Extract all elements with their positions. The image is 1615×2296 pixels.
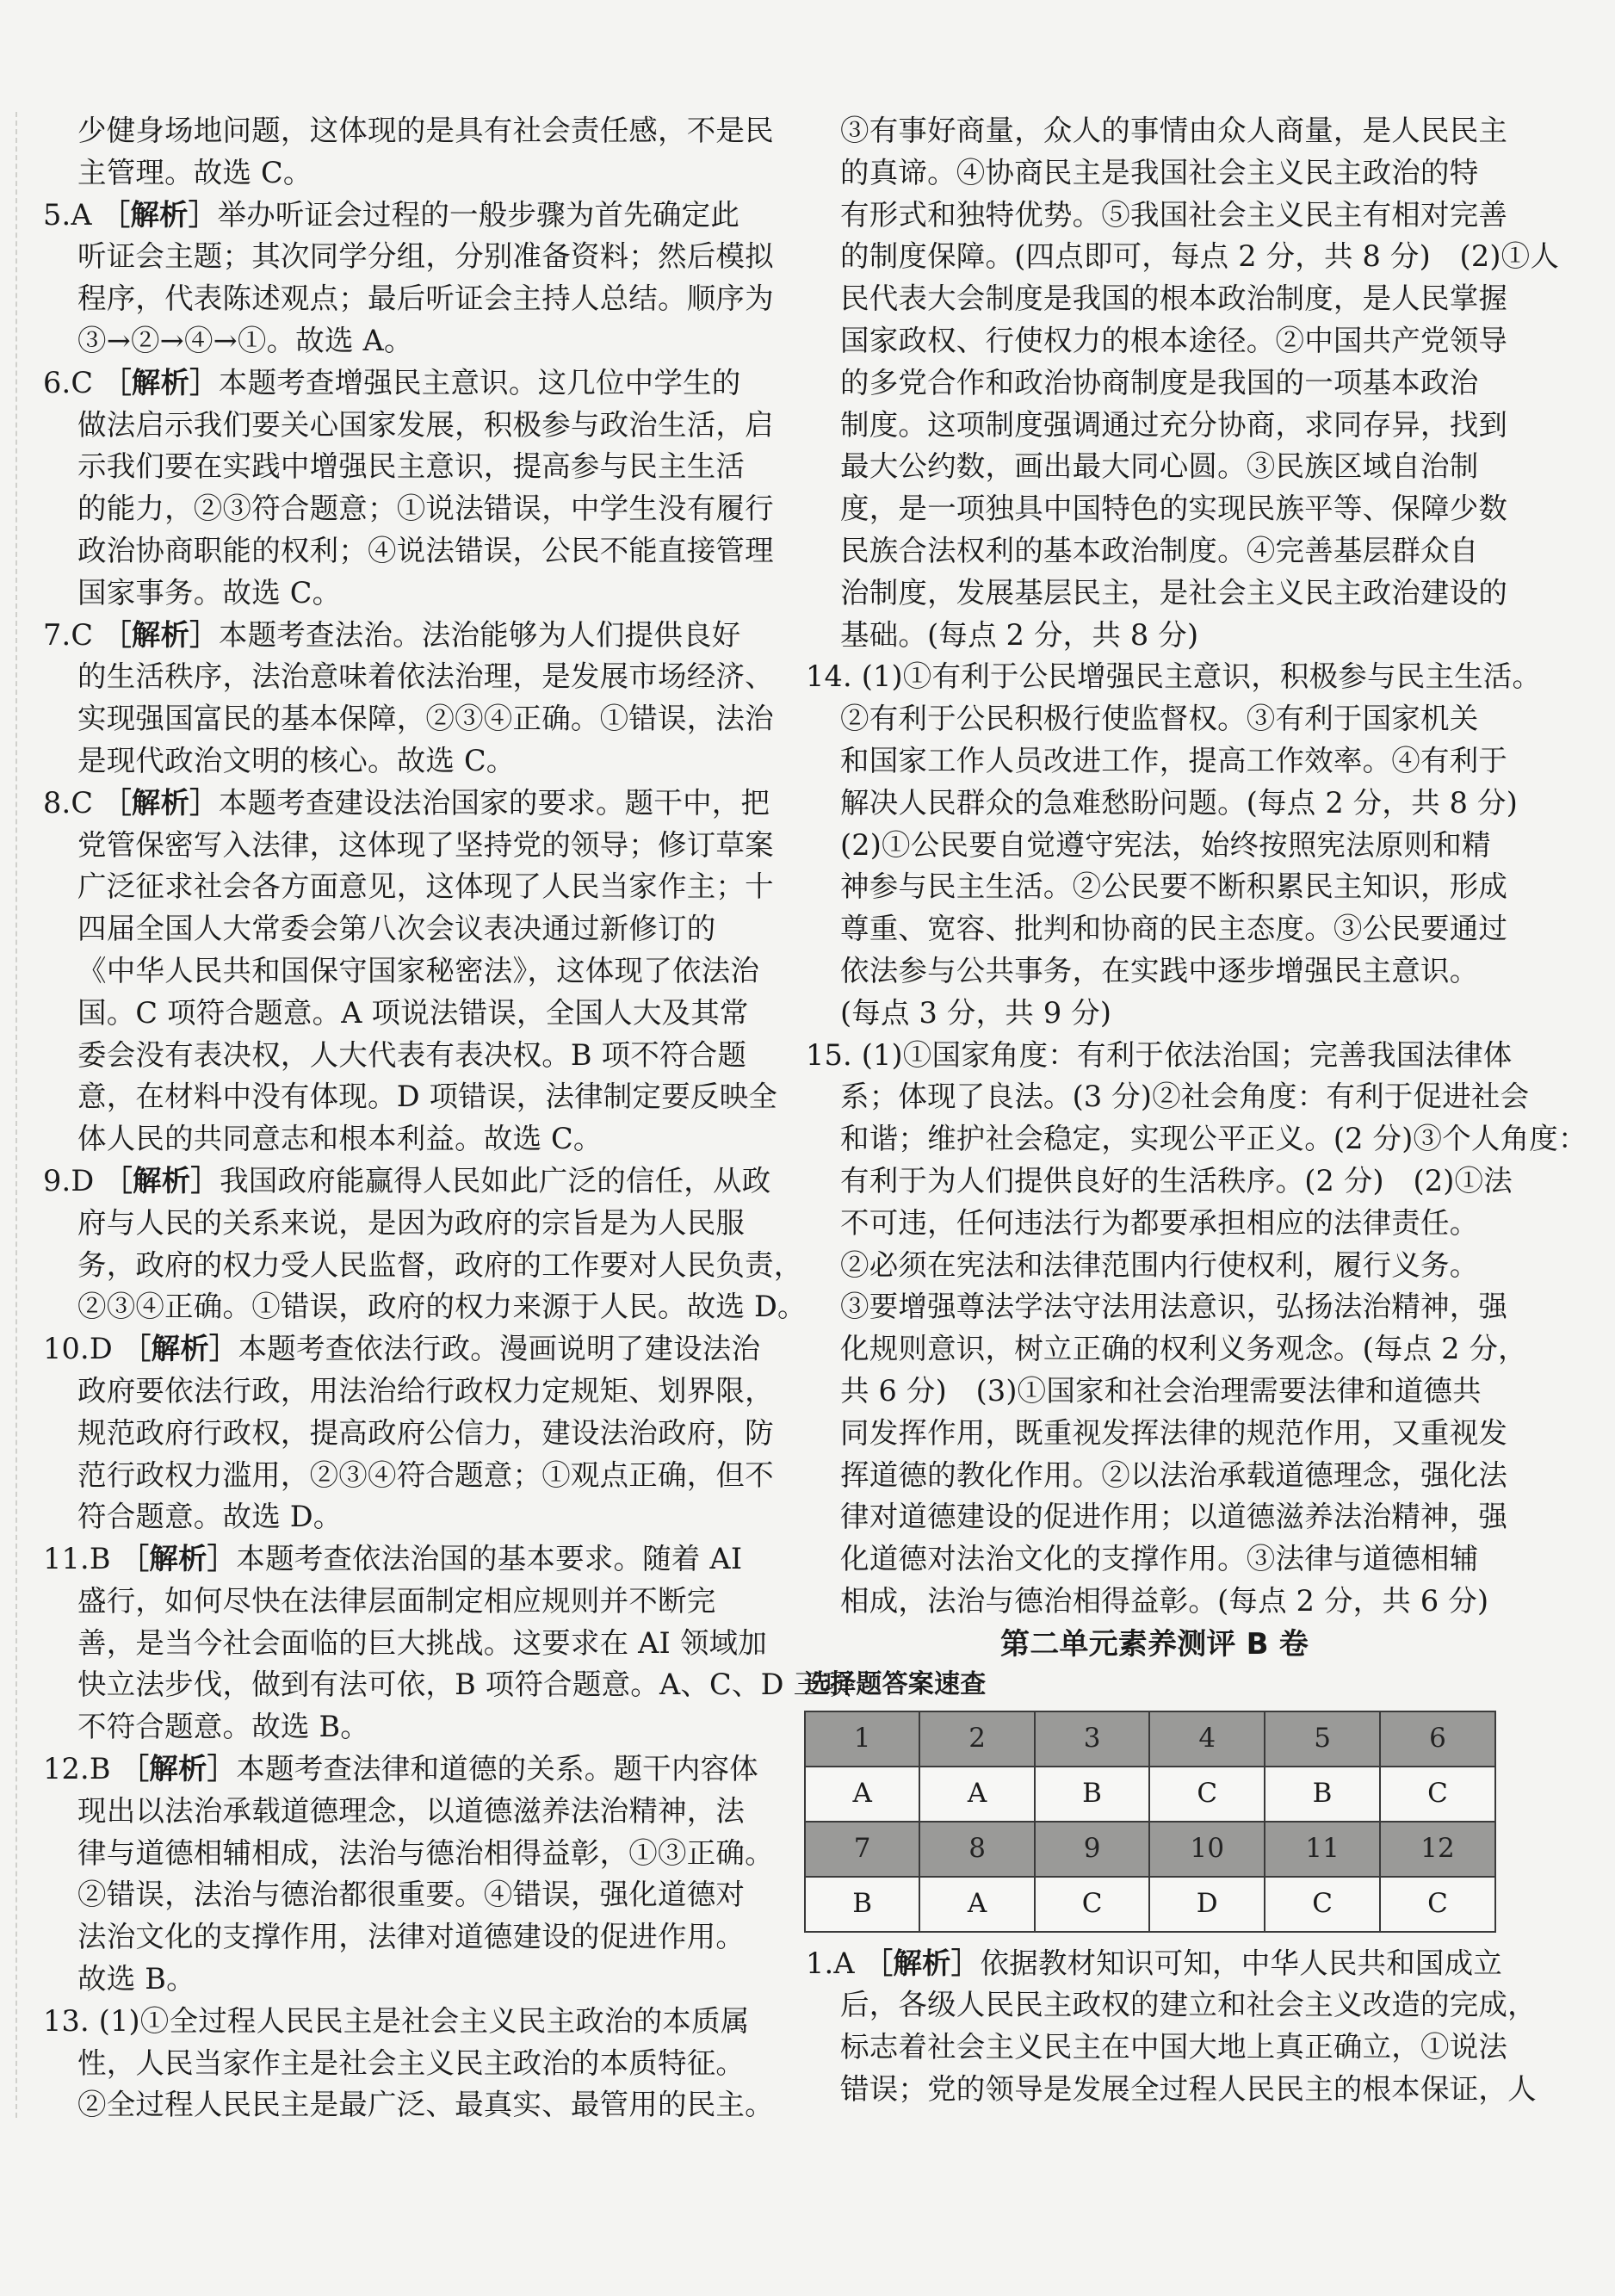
answer-text-line (43, 1874, 758, 1916)
line-text: 善，是当今社会面临的巨大挑战。这要求在 AI 领域加 (77, 1625, 767, 1660)
line-text: 和国家工作人员改进工作，提高工作效率。④有利于 (840, 743, 1508, 777)
line-text: 范行政权力滥用，②③④符合题意；①观点正确，但不 (77, 1457, 774, 1492)
line-text: 有形式和独特优势。⑤我国社会主义民主有相对完善 (840, 197, 1508, 232)
line-text: 同发挥作用，既重视发挥法律的规范作用，又重视发 (840, 1415, 1508, 1450)
answer-text-line (43, 152, 758, 195)
answer-text-line (806, 950, 1512, 993)
answer-cell: C (1380, 1767, 1495, 1822)
answer-item-start (43, 362, 758, 405)
line-text: ②错误，法治与德治都很重要。④错误，强化道德对 (77, 1878, 746, 1912)
answer-text-line (43, 1706, 758, 1748)
answer-text-line (806, 740, 1512, 783)
question-number-cell: 8 (919, 1822, 1034, 1877)
line-text: 是现代政治文明的核心。故选 C。 (77, 743, 516, 777)
answer-text-line (806, 488, 1512, 530)
answer-cell: A (919, 1767, 1034, 1822)
answer-item-start (43, 1160, 771, 1203)
line-text: 本题考查法治。法治能够为人们提供良好 (218, 617, 741, 652)
question-number: 9.D (43, 1163, 95, 1198)
answer-row (805, 1877, 1495, 1932)
line-text: 和谐；维护社会稳定，实现公平正义。(2 分)③个人角度： (840, 1122, 1587, 1156)
right-column-answers-bottom (806, 1943, 1537, 2111)
answer-text-line (43, 1118, 758, 1160)
answer-text-line (43, 1623, 767, 1665)
answer-item-start (43, 2001, 758, 2043)
line-text: (1)①国家角度：有利于依法治国；完善我国法律体 (861, 1037, 1513, 1072)
answer-item-start (43, 1538, 758, 1581)
answer-text-line (43, 572, 758, 615)
answer-text-line (806, 1538, 1512, 1581)
answer-item-start (806, 1035, 1512, 1077)
answer-text-line (806, 362, 1512, 405)
question-number: 13. (43, 2003, 90, 2038)
line-text: ②有利于公民积极行使监督权。③有利于国家机关 (840, 702, 1479, 736)
question-number-row (805, 1711, 1495, 1767)
answer-cell: C (1265, 1877, 1380, 1932)
line-text: ③有事好商量，众人的事情由众人商量，是人民民主 (840, 114, 1508, 147)
analysis-label: ［解析］ (101, 197, 218, 232)
answer-cell: C (1149, 1767, 1265, 1822)
line-text: 系；体现了良法。(3 分)②社会角度：有利于促进社会 (840, 1080, 1530, 1114)
line-text: 性，人民当家作主是社会主义民主政治的本质特征。 (77, 2045, 746, 2080)
line-text: ③要增强尊法学法守法用法意识，弘扬法治精神，强 (840, 1290, 1508, 1324)
answer-cell: C (1035, 1877, 1149, 1932)
line-text: 党管保密写入法律，这体现了坚持党的领导；修订草案 (77, 827, 774, 862)
answer-text-line (43, 1455, 774, 1497)
question-number-cell: 12 (1380, 1822, 1495, 1877)
answer-item-start (43, 615, 758, 657)
answer-text-line (806, 1371, 1512, 1413)
question-number: 10.D (43, 1332, 113, 1366)
line-text: 错误；党的领导是发展全过程人民民主的根本保证，人 (840, 2072, 1537, 2107)
line-text: (1)①有利于公民增强民主意识，积极参与民主生活。 (861, 659, 1542, 694)
line-text: 程序，代表陈述观点；最后听证会主持人总结。顺序为 (77, 282, 774, 316)
answer-text-line (43, 488, 774, 530)
question-number-cell: 5 (1265, 1711, 1380, 1767)
analysis-label: ［解析］ (863, 1946, 981, 1980)
answer-text-line (806, 152, 1512, 195)
answer-text-line (806, 908, 1512, 950)
line-text: 有利于为人们提供良好的生活秩序。(2 分) (2)①法 (840, 1163, 1513, 1198)
answer-item-start (43, 783, 770, 825)
line-text: 符合题意。故选 D。 (77, 1500, 343, 1534)
question-number: 7.C (43, 617, 94, 652)
answer-text-line (806, 783, 1518, 825)
answer-text-line (806, 1413, 1512, 1455)
line-text: 政府要依法行政，用法治给行政权力定规矩、划界限， (77, 1373, 774, 1408)
line-text: 少健身场地问题，这体现的是具有社会责任感，不是民 (77, 114, 774, 147)
line-text: 我国政府能赢得人民如此广泛的信任，从政 (220, 1163, 771, 1198)
line-text: 本题考查增强民主意识。这几位中学生的 (218, 365, 741, 399)
question-number-row (805, 1822, 1495, 1877)
answer-text-line (43, 908, 758, 950)
question-number-cell: 11 (1265, 1822, 1380, 1877)
question-number-cell: 3 (1035, 1711, 1149, 1767)
answer-text-line (806, 530, 1512, 572)
line-text: 挥道德的教化作用。②以法治承载道德理念，强化法 (840, 1457, 1508, 1492)
question-number: 1.A (806, 1946, 855, 1980)
line-text: 委会没有表决权，人大代表有表决权。B 项不符合题 (77, 1037, 747, 1072)
line-text: 本题考查建设法治国家的要求。题干中，把 (218, 785, 770, 820)
line-text: 解决人民群众的急难愁盼问题。(每点 2 分，共 8 分) (840, 785, 1518, 820)
line-text: 标志着社会主义民主在中国大地上真正确立，①说法 (840, 2030, 1508, 2064)
answer-text-line (43, 1035, 758, 1077)
answer-text-line (43, 1959, 758, 2001)
answer-text-line (806, 1076, 1530, 1118)
answer-text-line (43, 1916, 758, 1959)
answer-text-line (806, 615, 1512, 657)
line-text: 体人民的共同意志和根本利益。故选 C。 (77, 1122, 603, 1156)
line-text: 基础。(每点 2 分，共 8 分) (840, 617, 1199, 652)
line-text: 的真谛。④协商民主是我国社会主义民主政治的特 (840, 155, 1479, 189)
answer-text-line (43, 1791, 758, 1833)
line-text: 民代表大会制度是我国的根本政治制度，是人民掌握 (840, 282, 1508, 316)
question-number-cell: 7 (805, 1822, 919, 1877)
answer-text-line (43, 530, 774, 572)
answer-text-line (43, 698, 774, 740)
line-text: 国。C 项符合题意。A 项说法错误，全国人大及其常 (77, 995, 749, 1030)
answer-text-line (43, 1664, 851, 1706)
answer-text-line (806, 110, 1512, 152)
line-text: 不可违，任何违法行为都要承担相应的法律责任。 (840, 1205, 1479, 1240)
line-text: 四届全国人大常委会第八次会议表决通过新修订的 (77, 912, 716, 946)
answer-text-line (806, 1455, 1512, 1497)
answer-text-line (806, 1328, 1527, 1371)
answer-quick-check-heading: 选择题答案速查 (804, 1668, 987, 1699)
answer-text-line (806, 1118, 1587, 1160)
answer-text-line (806, 572, 1512, 615)
answer-text-line (806, 1160, 1512, 1203)
line-text: 本题考查依法行政。漫画说明了建设法治 (238, 1332, 761, 1366)
line-text: 的多党合作和政治协商制度是我国的一项基本政治 (840, 365, 1479, 399)
line-text: 主管理。故选 C。 (77, 155, 312, 189)
answer-text-line (806, 195, 1512, 237)
analysis-label: ［解析］ (120, 1752, 237, 1786)
answer-item-start (806, 1943, 1512, 1985)
answer-text-line (806, 1203, 1512, 1245)
line-text: 依法参与公共事务，在实践中逐步增强民主意识。 (840, 953, 1479, 987)
right-column-answers-top (806, 110, 1587, 1623)
line-text: 最大公约数，画出最大同心圆。③民族区域自治制 (840, 449, 1479, 484)
line-text: 度，是一项独具中国特色的实现民族平等、保障少数 (840, 492, 1508, 526)
line-text: 神参与民主生活。②公民要不断积累民主知识，形成 (840, 870, 1508, 904)
line-text: 后，各级人民民主政权的建立和社会主义改造的完成， (840, 1988, 1537, 2022)
line-text: 依据教材知识可知，中华人民共和国成立 (980, 1946, 1503, 1980)
line-text: 不符合题意。故选 B。 (77, 1710, 369, 1744)
answer-text-line (43, 825, 774, 867)
answer-text-line (43, 236, 774, 278)
answer-text-line (43, 1413, 774, 1455)
line-text: 府与人民的关系来说，是因为政府的宗旨是为人民服 (77, 1205, 746, 1240)
answer-text-line (806, 1581, 1512, 1623)
line-text: 现出以法治承载道德理念，以道德滋养法治精神，法 (77, 1793, 746, 1828)
line-text: (1)①全过程人民民主是社会主义民主政治的本质属 (98, 2003, 750, 2038)
question-number: 5.A (43, 197, 92, 232)
line-text: 法治文化的支撑作用，法律对道德建设的促进作用。 (77, 1920, 746, 1954)
line-text: ③→②→④→①。故选 A。 (77, 323, 413, 357)
line-text: 盛行，如何尽快在法律层面制定相应规则并不断完 (77, 1583, 716, 1618)
answer-text-line (806, 866, 1512, 908)
question-number-cell: 2 (919, 1711, 1034, 1767)
line-text: 制度。这项制度强调通过充分协商，求同存异，找到 (840, 407, 1508, 442)
answer-cell: A (805, 1767, 919, 1822)
line-text: (2)①公民要自觉遵守宪法，始终按照宪法原则和精 (840, 827, 1491, 862)
answer-text-line (43, 1245, 803, 1287)
answer-text-line (43, 278, 774, 320)
answer-item-start (43, 195, 758, 237)
line-text: 相成，法治与德治相得益彰。(每点 2 分，共 6 分) (840, 1583, 1489, 1618)
answer-table (804, 1711, 1496, 1933)
answer-cell: B (805, 1877, 919, 1932)
line-text: 本题考查依法治国的基本要求。随着 AI (236, 1542, 743, 1576)
answer-text-line (43, 1076, 778, 1118)
answer-cell: C (1380, 1877, 1495, 1932)
answer-text-line (806, 278, 1512, 320)
line-text: 国家事务。故选 C。 (77, 575, 342, 610)
analysis-label: ［解析］ (102, 365, 219, 399)
line-text: 意，在材料中没有体现。D 项错误，法律制定要反映全 (77, 1080, 778, 1114)
line-text: ②必须在宪法和法律范围内行使权利，履行义务。 (840, 1247, 1479, 1282)
question-number: 11.B (43, 1542, 111, 1576)
line-text: 广泛征求社会各方面意见，这体现了人民当家作主；十 (77, 870, 774, 904)
line-text: 本题考查法律和道德的关系。题干内容体 (236, 1752, 758, 1786)
line-text: (每点 3 分，共 9 分) (840, 995, 1112, 1030)
line-text: 故选 B。 (77, 1962, 195, 1996)
line-text: ②③④正确。①错误，政府的权力来源于人民。故选 D。 (77, 1290, 807, 1324)
answer-text-line (43, 993, 758, 1035)
analysis-label: ［解析］ (121, 1332, 238, 1366)
answer-row (805, 1767, 1495, 1822)
answer-text-line (806, 2027, 1512, 2069)
answer-text-line (43, 950, 758, 993)
answer-text-line (43, 1496, 758, 1538)
answer-text-line (806, 236, 1560, 278)
answer-item-start (806, 656, 1542, 698)
answer-text-line (806, 1245, 1512, 1287)
answer-text-line (43, 446, 758, 488)
answer-text-line (43, 320, 758, 362)
line-text: 化道德对法治文化的支撑作用。③法律与道德相辅 (840, 1542, 1479, 1576)
question-number: 14. (806, 659, 852, 694)
section-title: 第二单元素养测评 B 卷 (1000, 1626, 1309, 1662)
answer-text-line (806, 320, 1512, 362)
answer-text-line (43, 2043, 758, 2085)
answer-text-line (43, 1371, 774, 1413)
answer-text-line (43, 1581, 758, 1623)
line-text: 治制度，发展基层民主，是社会主义民主政治建设的 (840, 575, 1508, 610)
right-column (804, 110, 1587, 2111)
line-text: 规范政府行政权，提高政府公信力，建设法治政府，防 (77, 1415, 774, 1450)
question-number: 8.C (43, 785, 94, 820)
question-number-cell: 6 (1380, 1711, 1495, 1767)
question-number: 15. (806, 1037, 852, 1072)
line-text: ②全过程人民民主是最广泛、最真实、最管用的民主。 (77, 2088, 774, 2122)
line-text: 的生活秩序，法治意味着依法治理，是发展市场经济、 (77, 659, 774, 694)
question-number: 6.C (43, 365, 94, 399)
line-text: 做法启示我们要关心国家发展，积极参与政治生活，启 (77, 407, 774, 442)
line-text: 听证会主题；其次同学分组，分别准备资料；然后模拟 (77, 239, 774, 274)
answer-cell: A (919, 1877, 1034, 1932)
line-text: 民族合法权利的基本政治制度。④完善基层群众自 (840, 533, 1479, 567)
answer-item-start (43, 1328, 761, 1371)
question-number: 12.B (43, 1752, 111, 1786)
analysis-label: ［解析］ (102, 785, 219, 820)
answer-text-line (806, 1496, 1512, 1538)
line-text: 共 6 分) (3)①国家和社会治理需要法律和道德共 (840, 1373, 1482, 1408)
answer-text-line (806, 698, 1512, 740)
answer-text-line (43, 1203, 758, 1245)
line-text: 务，政府的权力受人民监督，政府的工作要对人民负责， (77, 1247, 803, 1282)
line-text: 快立法步伐，做到有法可依，B 项符合题意。A、C、D 三项 (77, 1668, 851, 1702)
line-text: 国家政权、行使权力的根本途径。②中国共产党领导 (840, 323, 1508, 357)
analysis-label: ［解析］ (120, 1542, 237, 1576)
answer-cell: D (1149, 1877, 1265, 1932)
answer-text-line (43, 110, 774, 152)
answer-text-line (806, 993, 1512, 1035)
line-text: 的制度保障。(四点即可，每点 2 分，共 8 分) (2)①人 (840, 239, 1560, 274)
page-margin-guide (15, 112, 17, 2118)
answer-text-line (43, 1833, 774, 1875)
answer-item-start (43, 1748, 758, 1791)
line-text: 政治协商职能的权利；④说法错误，公民不能直接管理 (77, 533, 774, 567)
answer-text-line (43, 1286, 807, 1328)
line-text: 《中华人民共和国保守国家秘密法》，这体现了依法治 (77, 953, 760, 987)
line-text: 示我们要在实践中增强民主意识，提高参与民主生活 (77, 449, 746, 484)
answer-text-line (43, 405, 774, 447)
line-text: 尊重、宽容、批判和协商的民主态度。③公民要通过 (840, 912, 1508, 946)
line-text: 律与道德相辅相成，法治与德治相得益彰，①③正确。 (77, 1835, 774, 1870)
answer-text-line (43, 866, 774, 908)
line-text: 实现强国富民的基本保障，②③④正确。①错误，法治 (77, 702, 774, 736)
line-text: 化规则意识，树立正确的权利义务观念。(每点 2 分， (840, 1332, 1527, 1366)
analysis-label: ［解析］ (103, 1163, 220, 1198)
answer-text-line (806, 825, 1512, 867)
answer-text-line (806, 1286, 1512, 1328)
line-text: 举办听证会过程的一般步骤为首先确定此 (217, 197, 740, 232)
answer-cell: B (1035, 1767, 1149, 1822)
question-number-cell: 10 (1149, 1822, 1265, 1877)
answer-text-line (43, 656, 774, 698)
question-number-cell: 1 (805, 1711, 919, 1767)
answer-text-line (806, 1984, 1537, 2027)
answer-text-line (806, 2069, 1537, 2111)
question-number-cell: 9 (1035, 1822, 1149, 1877)
answer-text-line (806, 446, 1512, 488)
line-text: 律对道德建设的促进作用；以道德滋养法治精神，强 (840, 1500, 1508, 1534)
answer-text-line (43, 740, 758, 783)
answer-text-line (43, 2084, 774, 2126)
answer-text-line (806, 405, 1512, 447)
answer-cell: B (1265, 1767, 1380, 1822)
line-text: 的能力，②③符合题意；①说法错误，中学生没有履行 (77, 492, 774, 526)
analysis-label: ［解析］ (102, 617, 219, 652)
question-number-cell: 4 (1149, 1711, 1265, 1767)
